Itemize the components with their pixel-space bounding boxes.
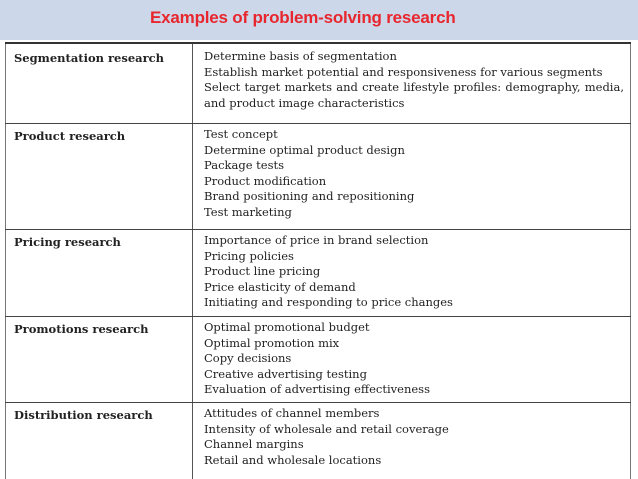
- list-item: Retail and wholesale locations: [204, 452, 382, 467]
- table-top-rule: [5, 42, 631, 44]
- list-item: Copy decisions: [204, 351, 292, 366]
- list-item: Optimal promotional budget: [204, 320, 370, 334]
- list-item: Importance of price in brand selection: [204, 233, 429, 247]
- list-item: Determine basis of segmentation: [204, 49, 397, 63]
- list-item: Establish market potential and responsiveness for various segments: [204, 64, 603, 79]
- list-item: Intensity of wholesale and retail coverage: [204, 421, 449, 436]
- page-title: Examples of problem-solving research: [150, 8, 456, 27]
- items-promotions: [204, 320, 624, 398]
- items-distribution: [204, 406, 624, 468]
- list-item: Initiating and responding to price changes: [204, 295, 453, 310]
- list-item: Product modification: [204, 173, 327, 188]
- list-item: Price elasticity of demand: [204, 279, 356, 294]
- category-product: Product research: [14, 129, 126, 143]
- list-item: Test marketing: [204, 204, 292, 219]
- list-item: Select target markets and create lifestyle profiles: demography, media, and product image characteristics: [204, 80, 624, 110]
- list-item: Determine optimal product design: [204, 142, 405, 157]
- list-item: Channel margins: [204, 437, 304, 452]
- items-segmentation: [204, 49, 624, 111]
- category-promotions: Promotions research: [14, 322, 149, 336]
- list-item: Brand positioning and repositioning: [204, 189, 415, 204]
- items-pricing: [204, 233, 624, 311]
- list-item: Creative advertising testing: [204, 366, 367, 381]
- list-item: Optimal promotion mix: [204, 335, 340, 350]
- category-distribution: Distribution research: [14, 408, 153, 422]
- list-item: Test concept: [204, 127, 278, 141]
- row-separator: [5, 229, 631, 230]
- category-pricing: Pricing research: [14, 235, 121, 249]
- row-separator: [5, 123, 631, 124]
- list-item: Product line pricing: [204, 264, 321, 279]
- row-separator: [5, 402, 631, 403]
- list-item: Attitudes of channel members: [204, 406, 380, 420]
- row-separator: [5, 316, 631, 317]
- column-divider: [192, 44, 193, 479]
- category-segmentation: Segmentation research: [14, 51, 165, 65]
- list-item: Package tests: [204, 158, 285, 173]
- list-item: Pricing policies: [204, 248, 294, 263]
- list-item: Evaluation of advertising effectiveness: [204, 382, 430, 397]
- items-product: [204, 127, 624, 221]
